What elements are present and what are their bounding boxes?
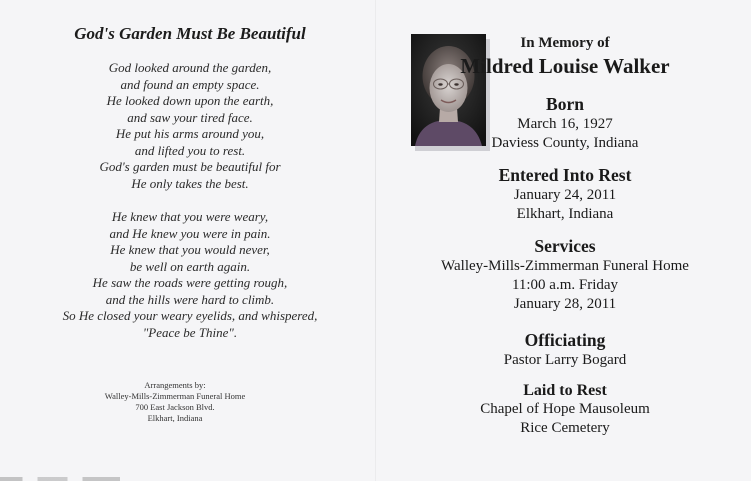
services-section — [410, 236, 720, 314]
services-date: January 28, 2011 — [513, 296, 617, 312]
poem-line: He only takes the best. — [131, 175, 249, 191]
rest-place: Elkhart, Indiana — [516, 206, 614, 222]
poem-line: He put his arms around you, — [115, 126, 265, 141]
poem-title: God's Garden Must Be Beautiful — [74, 24, 306, 43]
page-fold — [375, 0, 376, 481]
poem-line: He looked down upon the earth, — [106, 93, 274, 108]
poem-line: and lifted you to rest. — [134, 142, 246, 158]
services-heading: Services — [534, 236, 596, 256]
poem-line: He knew that you were weary, — [111, 209, 269, 224]
services-time: 11:00 a.m. Friday — [511, 277, 619, 293]
born-place: Daviess County, Indiana — [491, 135, 639, 151]
poem-line: and He knew you were in pain. — [109, 225, 271, 241]
poem-panel — [40, 24, 340, 358]
poem-line: He saw the roads were getting rough, — [92, 275, 288, 290]
services-location: Walley-Mills-Zimmerman Funeral Home — [441, 258, 689, 274]
poem-line: and saw your tired face. — [127, 109, 253, 125]
poem-stanza-2 — [40, 209, 340, 341]
poem-line: So He closed your weary eyelids, and whispered, — [62, 308, 318, 323]
arrangements-line: 700 East Jackson Blvd. — [135, 402, 215, 412]
laid-to-rest-section — [440, 382, 690, 438]
officiant-name: Pastor Larry Bogard — [503, 352, 627, 368]
in-memory-of-label: In Memory of — [520, 35, 610, 51]
born-date: March 16, 1927 — [517, 116, 613, 132]
title-block — [430, 35, 700, 79]
poem-line: and the hills were hard to climb. — [105, 291, 275, 307]
rest-date: January 24, 2011 — [513, 187, 617, 203]
deceased-name: Mildred Louise Walker — [460, 54, 670, 78]
arrangements-credit — [40, 380, 310, 424]
laid-to-rest-heading: Laid to Rest — [523, 382, 607, 399]
poem-line: "Peace be Thine". — [142, 324, 238, 340]
cemetery-name: Rice Cemetery — [520, 420, 610, 436]
poem-line: He knew that you would never, — [110, 242, 270, 257]
poem-line: be well on earth again. — [129, 258, 251, 274]
arrangements-line: Walley-Mills-Zimmerman Funeral Home — [104, 391, 246, 401]
poem-stanza-1 — [40, 60, 340, 192]
born-heading: Born — [546, 94, 584, 114]
born-section — [450, 94, 680, 153]
mausoleum-name: Chapel of Hope Mausoleum — [480, 401, 650, 417]
arrangements-line: Arrangements by: — [144, 380, 206, 390]
poem-line: and found an empty space. — [120, 76, 260, 92]
poem-line: God looked around the garden, — [108, 60, 272, 75]
poem-line: God's garden must be beautiful for — [99, 159, 281, 174]
officiating-heading: Officiating — [524, 330, 606, 350]
arrangements-line: Elkhart, Indiana — [147, 413, 203, 423]
scan-bottom-edge — [0, 477, 751, 481]
entered-into-rest-section — [450, 165, 680, 224]
officiating-section — [450, 330, 680, 370]
entered-into-rest-heading: Entered Into Rest — [498, 165, 632, 185]
